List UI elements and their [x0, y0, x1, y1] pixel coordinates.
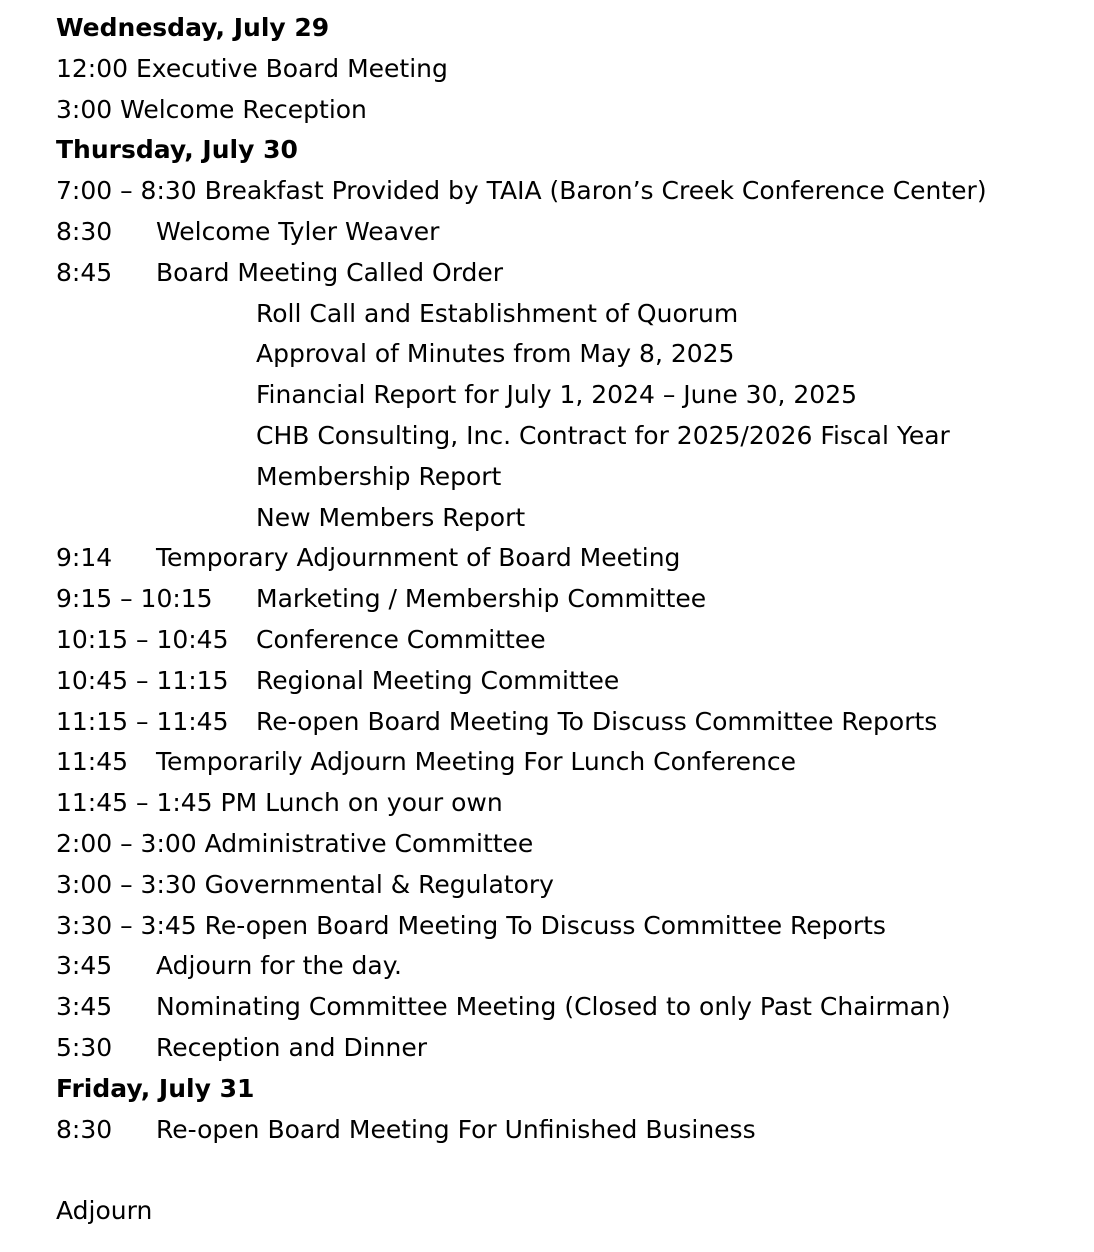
event-label: Temporarily Adjourn Meeting For Lunch Conference — [156, 747, 797, 777]
time-label: 3:45 — [56, 992, 113, 1022]
agenda-line-welcome-reception: 3:00 Welcome Reception — [56, 94, 367, 124]
agenda-line-governmental: 3:00 – 3:30 Governmental & Regulatory — [56, 869, 554, 899]
event-label: Conference Committee — [256, 624, 546, 654]
agenda-line-reopen-2: 3:30 – 3:45 Re-open Board Meeting To Discuss Committee Reports — [56, 910, 886, 940]
agenda-line-friday-reopen — [56, 1110, 1086, 1151]
event-label: Board Meeting Called Order — [156, 257, 504, 287]
agenda-line-welcome — [56, 212, 1086, 253]
agenda-subitem: CHB Consulting, Inc. Contract for 2025/2026 Fiscal Year — [256, 420, 950, 450]
closing-adjourn: Adjourn — [56, 1196, 153, 1226]
agenda-line-admin: 2:00 – 3:00 Administrative Committee — [56, 828, 534, 858]
time-label: 5:30 — [56, 1032, 113, 1062]
agenda-subitem: New Members Report — [256, 502, 526, 532]
event-label: Nominating Committee Meeting (Closed to only Past Chairman) — [156, 992, 951, 1022]
blank-line — [56, 1150, 1086, 1191]
agenda-subitem: Roll Call and Establishment of Quorum — [256, 298, 739, 328]
agenda-subitem: Approval of Minutes from May 8, 2025 — [256, 339, 735, 369]
agenda-line-conference — [56, 620, 1086, 661]
time-label: 11:15 – 11:45 — [56, 706, 229, 736]
agenda-line-temp-adjourn — [56, 538, 1086, 579]
event-label: Marketing / Membership Committee — [256, 584, 707, 614]
time-label: 10:15 – 10:45 — [56, 624, 229, 654]
agenda-line-breakfast: 7:00 – 8:30 Breakfast Provided by TAIA (Baron’s Creek Conference Center) — [56, 176, 987, 206]
agenda-line-reopen-1 — [56, 702, 1086, 743]
time-label: 8:30 — [56, 216, 113, 246]
time-label: 10:45 – 11:15 — [56, 665, 229, 695]
event-label: Re-open Board Meeting For Unfinished Business — [156, 1114, 756, 1144]
day-heading-friday: Friday, July 31 — [56, 1073, 255, 1103]
agenda-subitem: Membership Report — [256, 461, 502, 491]
day-heading-wednesday: Wednesday, July 29 — [56, 13, 330, 42]
day-heading-thursday: Thursday, July 30 — [56, 135, 298, 165]
event-label: Reception and Dinner — [156, 1032, 427, 1062]
event-label: Temporary Adjournment of Board Meeting — [156, 543, 681, 573]
event-label: Welcome Tyler Weaver — [156, 216, 440, 246]
agenda-line-nominating — [56, 987, 1086, 1028]
agenda-document — [56, 8, 1086, 1232]
agenda-line-lunch-adjourn — [56, 742, 1086, 783]
agenda-line-regional — [56, 661, 1086, 702]
event-label: Re-open Board Meeting To Discuss Committee Reports — [256, 706, 938, 736]
agenda-line-board-call — [56, 253, 1086, 294]
time-label: 8:45 — [56, 257, 113, 287]
time-label: 8:30 — [56, 1114, 113, 1144]
agenda-subitem: Financial Report for July 1, 2024 – June 30, 2025 — [256, 380, 858, 410]
time-label: 3:45 — [56, 951, 113, 981]
time-label: 9:14 — [56, 543, 113, 573]
agenda-line-executive-board: 12:00 Executive Board Meeting — [56, 53, 448, 83]
agenda-line-lunch: 11:45 – 1:45 PM Lunch on your own — [56, 788, 503, 818]
agenda-line-dinner — [56, 1028, 1086, 1069]
time-label: 9:15 – 10:15 — [56, 584, 213, 614]
time-label: 11:45 — [56, 747, 129, 777]
event-label: Adjourn for the day. — [156, 951, 402, 981]
agenda-line-marketing — [56, 579, 1086, 620]
event-label: Regional Meeting Committee — [256, 665, 620, 695]
agenda-line-adjourn-day — [56, 946, 1086, 987]
